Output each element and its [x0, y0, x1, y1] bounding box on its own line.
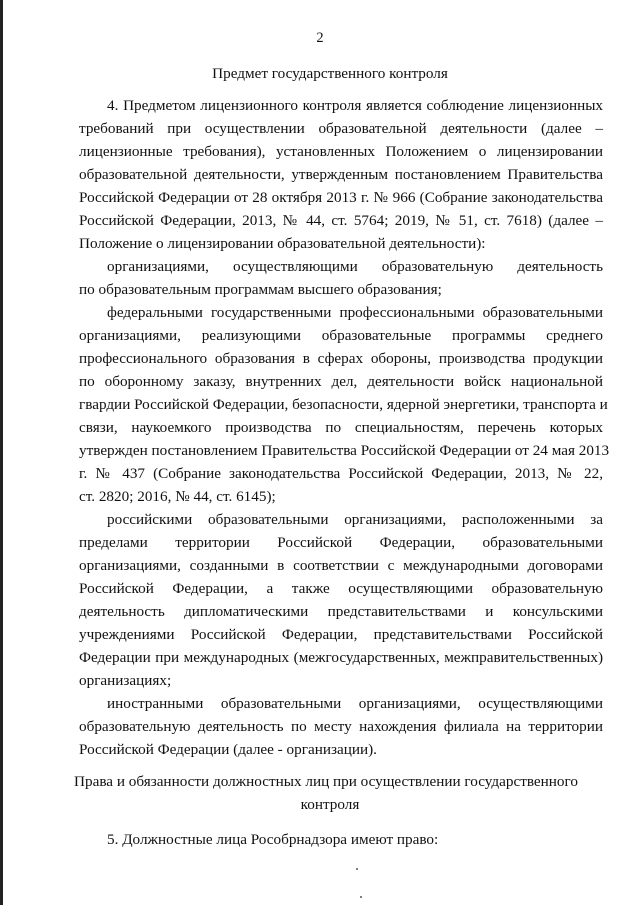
text-line: образовательной деятельности, утвержденным постановлением Правительства	[79, 166, 603, 183]
text-line: связи, наукоемкого производства по специальностям, перечень которых	[79, 419, 603, 436]
text-line: ст. 2820; 2016, № 44, ст. 6145);	[79, 488, 276, 505]
scan-speck	[356, 868, 358, 870]
section-title-subject: Предмет государственного контроля	[212, 65, 448, 82]
text-line: по оборонному заказу, внутренних дел, деятельности войск национальной	[79, 373, 603, 390]
text-line: гвардии Российской Федерации, безопасности, ядерной энергетики, транспорта и	[79, 396, 608, 413]
text-line: российскими образовательными организациями, расположенными за	[107, 511, 603, 528]
text-line: Российской Федерации от 28 октября 2013 г. № 966 (Собрание законодательства	[79, 189, 603, 206]
text-line: г. № 437 (Собрание законодательства Российской Федерации, 2013, № 22,	[79, 465, 603, 482]
text-line: по образовательным программам высшего образования;	[79, 281, 442, 298]
page-edge	[0, 0, 3, 905]
text-line: 5. Должностные лица Рособрнадзора имеют право:	[107, 831, 439, 848]
text-line: Федерации при международных (межгосударственных, межправительственных)	[79, 649, 603, 666]
text-line: лицензионные требования), установленных Положением о лицензировании	[79, 143, 603, 160]
text-line: профессионального образования в сферах обороны, производства продукции	[79, 350, 603, 367]
text-line: организациями, созданными в соответствии с международными договорами	[79, 557, 603, 574]
text-line: организациями, осуществляющими образовательную деятельность	[107, 258, 603, 275]
text-line: требований при осуществлении образовательной деятельности (далее –	[79, 120, 603, 137]
text-line: организациях;	[79, 672, 172, 689]
text-line: учреждениями Российской Федерации, представительствами Российской	[79, 626, 603, 643]
scan-speck	[360, 896, 362, 898]
text-line: Положение о лицензировании образовательной деятельности):	[79, 235, 486, 252]
text-line: Российской Федерации, а также осуществляющими образовательную	[79, 580, 603, 597]
text-line: федеральными государственными профессиональными образовательными	[107, 304, 603, 321]
text-line: Российской Федерации, 2013, № 44, ст. 5764; 2019, № 51, ст. 7618) (далее –	[79, 212, 603, 229]
text-line: 4. Предметом лицензионного контроля является соблюдение лицензионных	[107, 97, 603, 114]
text-line: организациями, реализующими образовательные программы среднего	[79, 327, 603, 344]
text-line: деятельность дипломатическими представительствами и консульскими	[79, 603, 603, 620]
page-number: 2	[316, 30, 324, 46]
text-line: утвержден постановлением Правительства Российской Федерации от 24 мая 2013	[79, 442, 610, 459]
text-line: иностранными образовательными организациями, осуществляющими	[107, 695, 603, 712]
section-title-rights: Права и обязанности должностных лиц при осуществлении государственного	[74, 773, 578, 790]
section-title-rights-cont: контроля	[300, 796, 360, 813]
text-line: образовательную деятельность по месту нахождения филиала на территории	[79, 718, 603, 735]
text-line: пределами территории Российской Федерации, образовательными	[79, 534, 603, 551]
text-line: Российской Федерации (далее - организации).	[79, 741, 377, 758]
